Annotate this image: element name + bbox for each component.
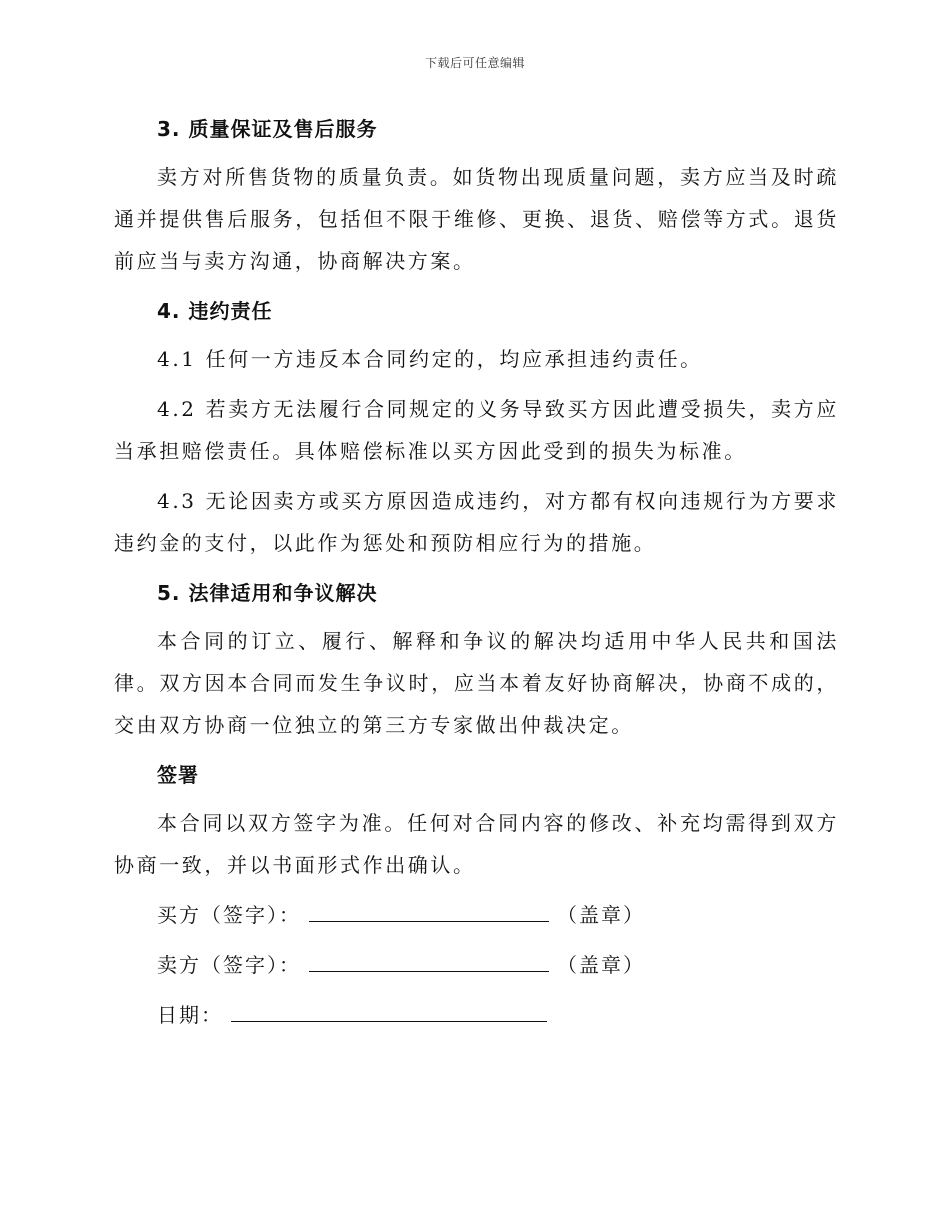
signing-paragraph: 本合同以双方签字为准。任何对合同内容的修改、补充均需得到双方协商一致，并以书面形式作出确认。 — [114, 811, 839, 877]
clause-4-3: 4.3 无论因卖方或买方原因造成违约，对方都有权向违规行为方要求违约金的支付，以此作为惩处和预防相应行为的措施。 — [114, 489, 839, 555]
buyer-signature-blank — [309, 895, 549, 922]
buyer-seal-label: （盖章） — [557, 903, 645, 927]
section-5-heading: 5. 法律适用和争议解决 — [157, 581, 378, 605]
seller-signature-label: 卖方（签字）： — [157, 953, 301, 977]
section-4-heading: 4. 违约责任 — [157, 299, 273, 323]
date-blank — [231, 995, 547, 1022]
section-5-paragraph: 本合同的订立、履行、解释和争议的解决均适用中华人民共和国法律。双方因本合同而发生争议时，应当本着友好协商解决，协商不成的，交由双方协商一位独立的第三方专家做出仲裁决定。 — [114, 629, 839, 737]
seller-signature-blank — [309, 945, 549, 972]
document-body — [114, 108, 839, 1044]
clause-4-2: 4.2 若卖方无法履行合同规定的义务导致买方因此遭受损失，卖方应当承担赔偿责任。具体赔偿标准以买方因此受到的损失为标准。 — [114, 397, 839, 463]
buyer-signature-line — [114, 894, 839, 936]
buyer-signature-label: 买方（签字）： — [157, 903, 301, 927]
seller-signature-line — [114, 944, 839, 986]
page-header: 下载后可任意编辑 — [424, 56, 525, 70]
section-3-heading: 3. 质量保证及售后服务 — [157, 117, 378, 141]
date-label: 日期： — [157, 1003, 223, 1027]
signing-heading: 签署 — [157, 763, 199, 787]
seller-seal-label: （盖章） — [557, 953, 645, 977]
clause-4-1: 4.1 任何一方违反本合同约定的，均应承担违约责任。 — [157, 347, 703, 371]
section-3-paragraph: 卖方对所售货物的质量负责。如货物出现质量问题，卖方应当及时疏通并提供售后服务，包括但不限于维修、更换、退货、赔偿等方式。退货前应当与卖方沟通，协商解决方案。 — [114, 165, 839, 273]
date-line — [114, 994, 839, 1036]
